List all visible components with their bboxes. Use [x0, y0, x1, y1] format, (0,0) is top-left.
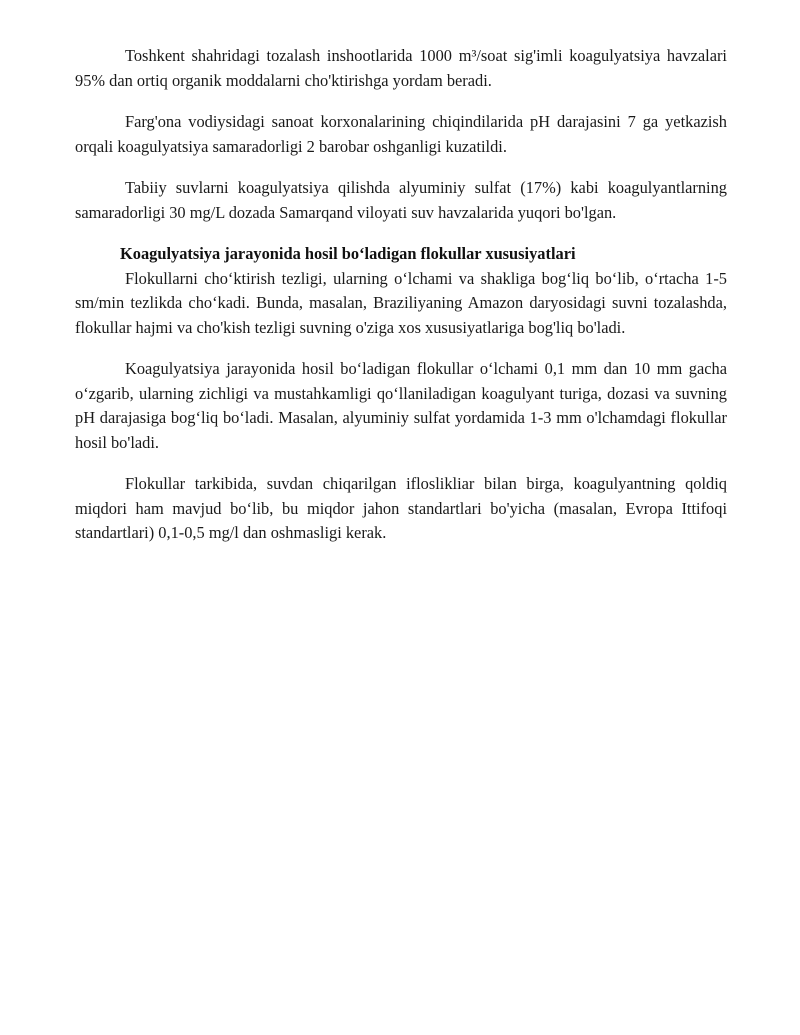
- paragraph-flokul-tarkibi: Flokullar tarkibida, suvdan chiqarilgan ifloslikliar bilan birga, koagulyantning qoldiq miqdori ham mavjud bo‘lib, bu miqdor jahon standartlari bo'yicha (masalan, Evropa Ittifoqi standartlari) 0,1-0,5 mg/l dan oshmasligi kerak.: [75, 474, 727, 542]
- paragraph-flokul-olchami: Koagulyatsiya jarayonida hosil bo‘ladigan flokullar o‘lchami 0,1 mm dan 10 mm gacha o‘zgarib, ularning zichligi va mustahkamligi qo‘llaniladigan koagulyant turiga, dozasi va suvning pH darajasiga bog‘liq bo‘ladi. Masalan, alyuminiy sulfat yordamida 1-3 mm o'lchamdagi flokullar hosil bo'ladi.: [75, 359, 727, 452]
- paragraph-flokul-cho-kish: Flokullarni cho‘ktirish tezligi, ularning o‘lchami va shakliga bog‘liq bo‘lib, o‘rtacha 1-5 sm/min tezlikda cho‘kadi. Bunda, masalan, Braziliyaning Amazon daryosidagi suvni tozalashda, flokullar hajmi va cho'kish tezligi suvning o'ziga xos xususiyatlariga bog'liq bo'ladi.: [75, 268, 727, 337]
- section-heading: Koagulyatsiya jarayonida hosil bo‘ladigan flokullar xususiyatlari: [120, 244, 576, 263]
- paragraph-toshkent: Toshkent shahridagi tozalash inshootlarida 1000 m³/soat sig'imli koagulyatsiya havzalari 95% dan ortiq organik moddalarni cho'ktirishga yordam beradi.: [75, 46, 727, 90]
- paragraph-fargona: Farg'ona vodiysidagi sanoat korxonalarining chiqindilarida pH darajasini 7 ga yetkazish orqali koagulyatsiya samaradorligi 2 barobar oshganligi kuzatildi.: [75, 112, 727, 156]
- document-page: [75, 44, 727, 563]
- paragraph-tabiiy-suvlar: Tabiiy suvlarni koagulyatsiya qilishda alyuminiy sulfat (17%) kabi koagulyantlarning samaradorligi 30 mg/L dozada Samarqand viloyati suv havzalarida yuqori bo'lgan.: [75, 178, 727, 222]
